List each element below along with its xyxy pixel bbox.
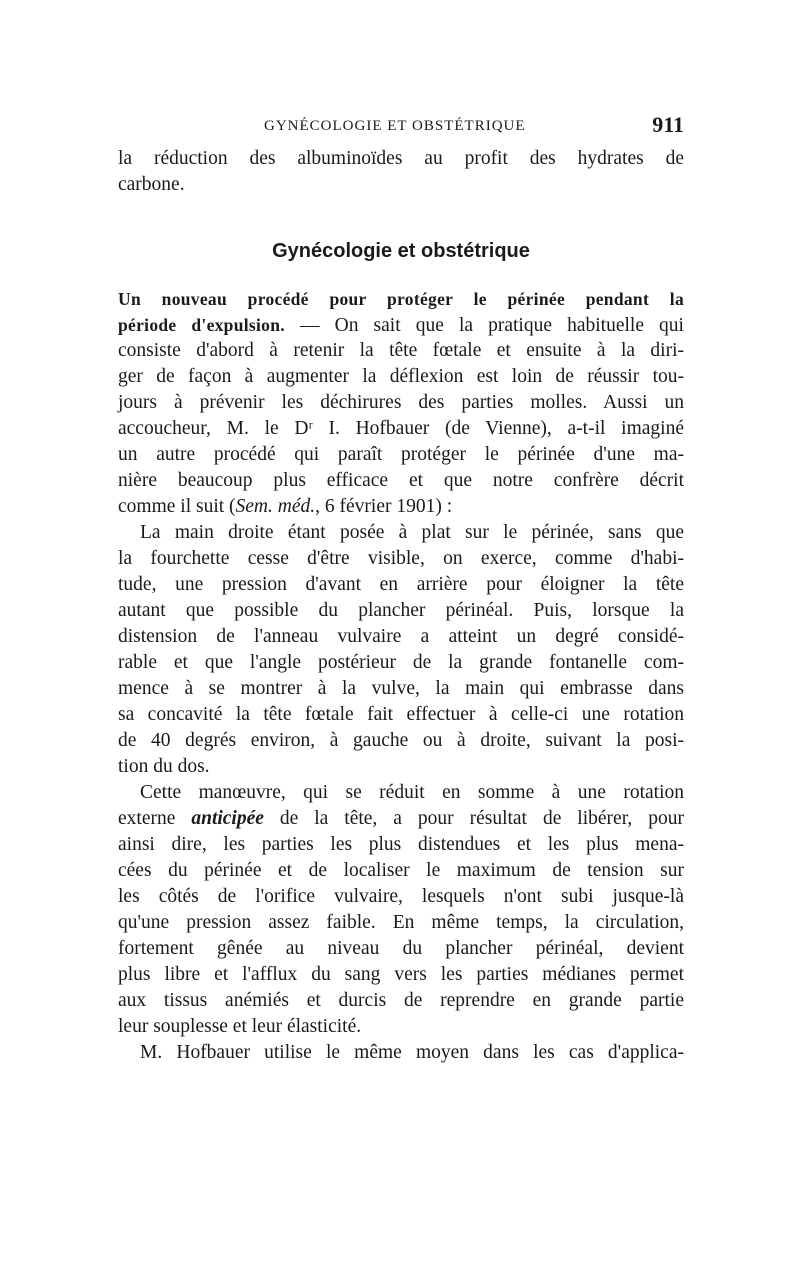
article-line: ger de façon à augmenter la déflexion est loin de réussir tou- — [118, 366, 684, 387]
article-title-line — [118, 286, 684, 312]
text-fragment: de la tête, a pour résultat de libérer, pour — [263, 808, 684, 829]
paragraph-line: plus libre et l'afflux du sang vers les parties médianes permet — [118, 964, 684, 985]
section-heading: Gynécologie et obstétrique — [272, 240, 530, 262]
article-title: Un nouveau procédé pour protéger le périnée pendant la — [118, 289, 684, 309]
paragraph-line: distension de l'anneau vulvaire a atteint un degré considé- — [118, 626, 684, 647]
paragraph-line: cées du périnée et de localiser le maximum de tension sur — [118, 860, 684, 881]
source-suffix: , 6 février 1901) : — [315, 496, 453, 517]
article-line — [118, 312, 684, 338]
document-page — [118, 112, 684, 1066]
paragraph-line: la fourchette cesse d'être visible, on exerce, comme d'habi- — [118, 548, 684, 569]
article-line: jours à prévenir les déchirures des parties molles. Aussi un — [118, 392, 684, 413]
paragraph-line: tion du dos. — [118, 756, 210, 777]
running-title: GYNÉCOLOGIE ET OBSTÉTRIQUE — [264, 118, 526, 134]
article-source-line — [118, 494, 684, 520]
article-line: accoucheur, M. le Dʳ I. Hofbauer (de Vienne), a-t-il imaginé — [118, 418, 684, 439]
paragraph-line: qu'une pression assez faible. En même temps, la circulation, — [118, 912, 684, 933]
intro-line: carbone. — [118, 174, 185, 195]
running-head — [118, 112, 684, 146]
paragraph-line: fortement gênée au niveau du plancher périnéal, devient — [118, 938, 684, 959]
paragraph-line: sa concavité la tête fœtale fait effectuer à celle-ci une rotation — [118, 704, 684, 725]
article-line: consiste d'abord à retenir la tête fœtale et ensuite à la diri- — [118, 340, 684, 361]
paragraph-line: M. Hofbauer utilise le même moyen dans les cas d'applica- — [140, 1042, 684, 1063]
emphasized-word: anticipée — [191, 808, 264, 829]
text-fragment: externe — [118, 808, 192, 829]
article-title-continued: période d'expulsion. — [118, 315, 285, 335]
page-number: 911 — [652, 112, 684, 137]
paragraph-line: rable et que l'angle postérieur de la grande fontanelle com- — [118, 652, 684, 673]
paragraph-line: les côtés de l'orifice vulvaire, lesquels n'ont subi jusque-là — [118, 886, 684, 907]
paragraph-line: tude, une pression d'avant en arrière pour éloigner la tête — [118, 574, 684, 595]
paragraph-line — [118, 806, 684, 832]
article-line: un autre procédé qui paraît protéger le périnée d'une ma- — [118, 444, 684, 465]
paragraph-line: mence à se montrer à la vulve, la main qui embrasse dans — [118, 678, 684, 699]
paragraph-line: ainsi dire, les parties les plus distendues et les plus mena- — [118, 834, 684, 855]
article-text: — On sait que la pratique habituelle qui — [284, 315, 684, 336]
source-prefix: comme il suit ( — [118, 496, 236, 517]
paragraph-line: La main droite étant posée à plat sur le périnée, sans que — [140, 522, 684, 543]
source-citation: Sem. méd. — [235, 496, 316, 517]
paragraph-line: autant que possible du plancher périnéal. Puis, lorsque la — [118, 600, 684, 621]
paragraph-line: aux tissus anémiés et durcis de reprendre en grande partie — [118, 990, 684, 1011]
paragraph-line: de 40 degrés environ, à gauche ou à droite, suivant la posi- — [118, 730, 684, 751]
intro-line: la réduction des albuminoïdes au profit des hydrates de — [118, 148, 684, 169]
paragraph-line: Cette manœuvre, qui se réduit en somme à une rotation — [140, 782, 684, 803]
article-line: nière beaucoup plus efficace et que notre confrère décrit — [118, 470, 684, 491]
paragraph-line: leur souplesse et leur élasticité. — [118, 1016, 362, 1037]
